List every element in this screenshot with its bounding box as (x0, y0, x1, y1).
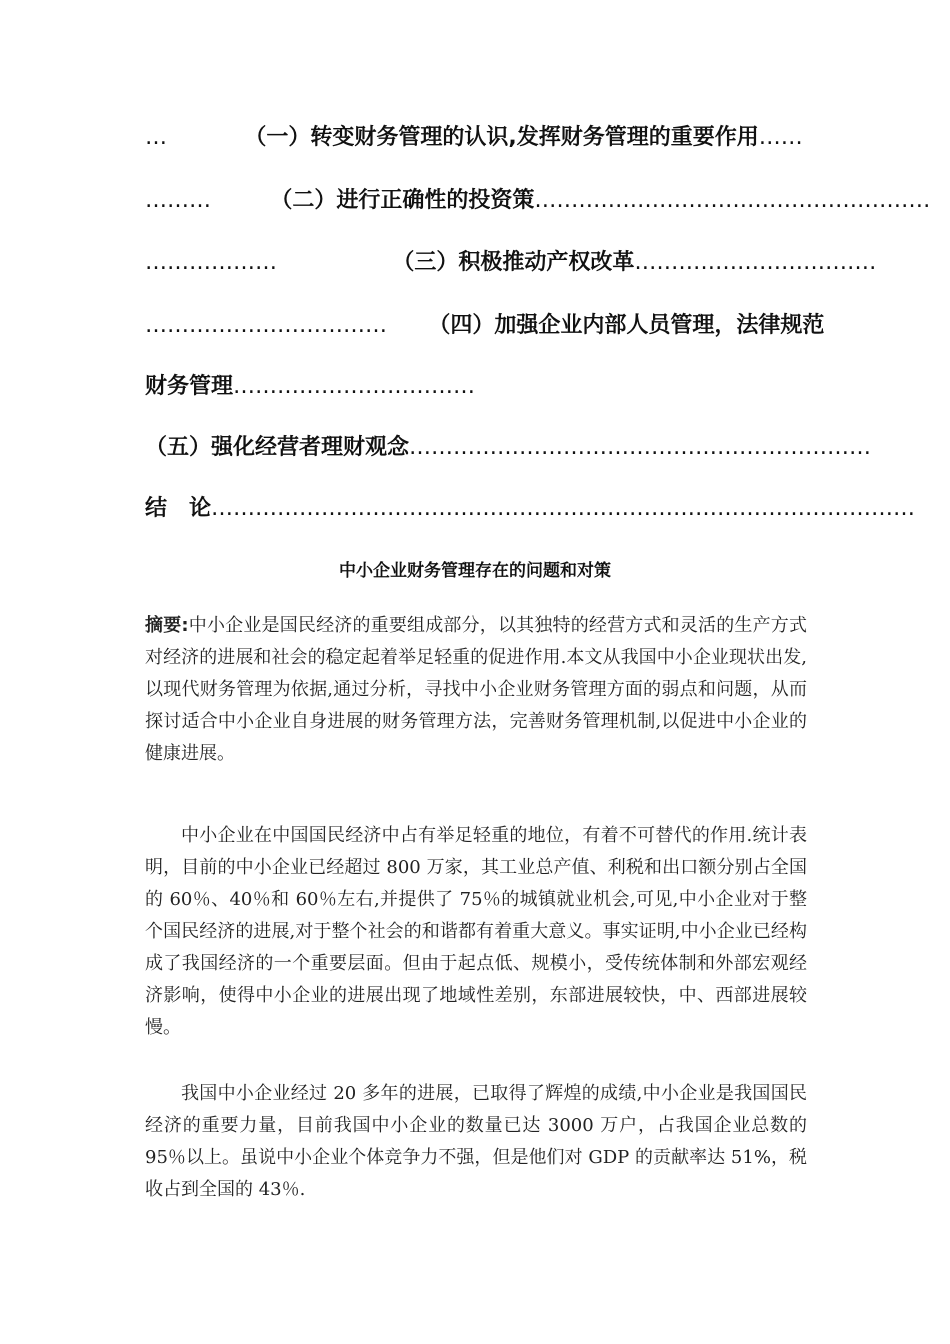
toc-leader: …………………………… (634, 250, 877, 275)
abstract-label: 摘要: (145, 615, 189, 636)
body-paragraph-2: 我国中小企业经过 20 多年的进展，已取得了辉煌的成绩,中小企业是我国国民经济的重要力量，目前我国中小企业的数量已达 3000 万户，占我国企业总数的 95％以上。虽说中小企业个体竞争力不强，但是他们对 GDP 的贡献率达 51%，税收占到全国的 43％. (145, 1083, 807, 1200)
toc-entry-conclusion[interactable] (145, 494, 916, 524)
toc-leader: … (145, 125, 167, 150)
toc-entry-1[interactable] (145, 123, 807, 153)
abstract-text: 中小企业是国民经济的重要组成部分，以其独特的经营方式和灵活的生产方式对经济的进展和社会的稳定起着举足轻重的促进作用.本文从我国中小企业现状出发,以现代财务管理为依据,通过分析，寻找中小企业财务管理方面的弱点和问题，从而探讨适合中小企业自身进展的财务管理方法，完善财务管理机制,以促进中小企业的健康进展。 (145, 615, 807, 764)
toc-entry-4[interactable] (145, 311, 825, 341)
toc-entry-label: （四）加强企业内部人员管理，法律规范 (428, 313, 825, 338)
article-title: 中小企业财务管理存在的问题和对策 (339, 561, 611, 581)
abstract-paragraph (145, 610, 807, 770)
toc-entry-4-continued[interactable] (145, 372, 807, 402)
toc-entry-label: 结 论 (145, 496, 212, 521)
toc-leader: ……… (145, 188, 211, 213)
toc-entry-2[interactable] (145, 186, 931, 216)
toc-leader: …… (758, 125, 803, 150)
toc-entry-label: （一）转变财务管理的认识,发挥财务管理的重要作用 (244, 125, 759, 150)
toc-leader: …………………………… (145, 313, 387, 338)
toc-entry-5[interactable] (145, 433, 872, 463)
toc-entry-3[interactable] (145, 248, 877, 278)
toc-leader: ……………… (145, 250, 277, 275)
body-paragraph-1: 中小企业在中国国民经济中占有举足轻重的地位，有着不可替代的作用.统计表明，目前的中小企业已经超过 800 万家，其工业总产值、利税和出口额分别占全国的 60％、40％和 60％左右,并提供了 75％的城镇就业机会,可见,中小企业对于整个国民经济的进展,对于整个社会的和谐都有着重大意义。事实证明,中小企业已经构成了我国经济的一个重要层面。但由于起点低、规模小，受传统体制和外部宏观经济影响，使得中小企业的进展出现了地域性差别，东部进展较快，中、西部进展较慢。 (145, 825, 807, 1038)
toc-entry-label: 财务管理 (145, 374, 234, 399)
toc-leader: ……………………………………………… (534, 188, 931, 213)
toc-entry-label: （三）积极推动产权改革 (392, 250, 635, 275)
toc-entry-label: （五）强化经营者理财观念 (145, 435, 410, 460)
toc-leader: …………………………… (233, 374, 476, 399)
toc-entry-label: （二）进行正确性的投资策 (270, 188, 535, 213)
toc-leader: …………………………………………………………………………………… (211, 496, 916, 521)
toc-leader: ……………………………………………………… (409, 435, 872, 460)
